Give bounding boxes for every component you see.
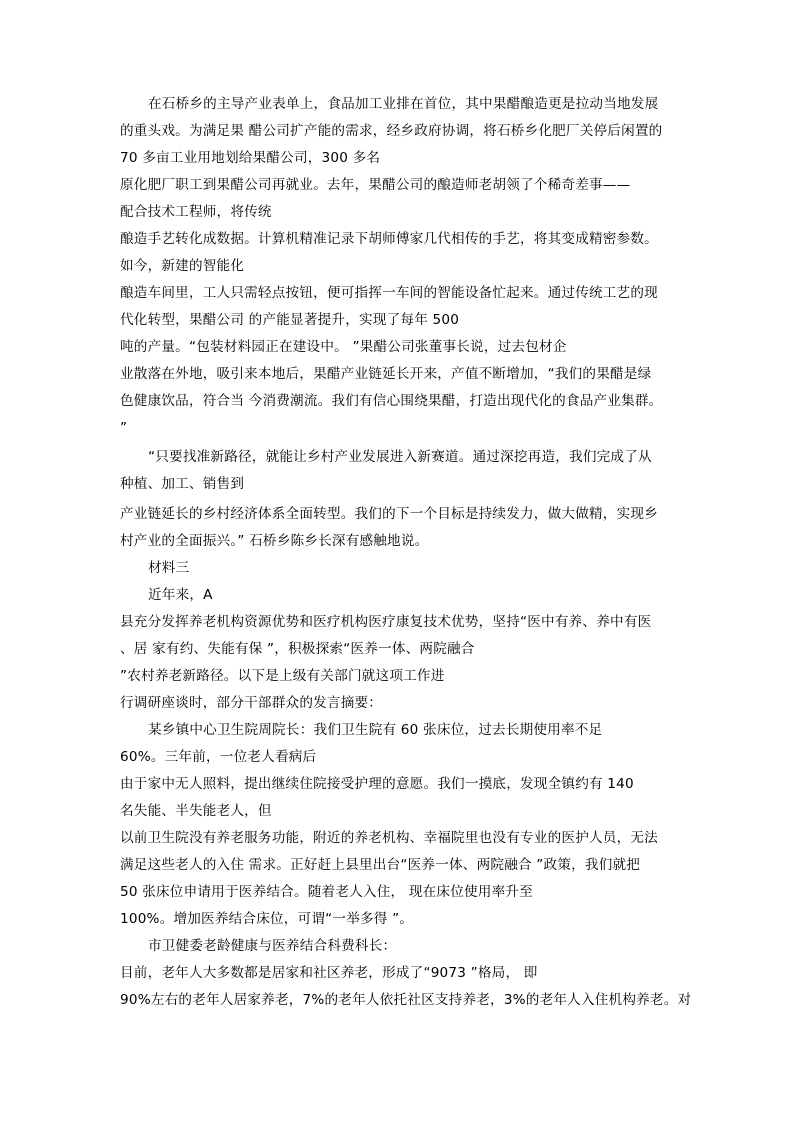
paragraph-line: 100%。增加医养结合床位，可谓“一举多得 ”。 — [120, 911, 414, 927]
paragraph-line: 60%。三年前，一位老人看病后 — [120, 749, 317, 765]
paragraph-line: 吨的产量。“包装材料园正在建设中。 ”果醋公司张董事长说，过去包材企 — [120, 339, 567, 355]
paragraph-line: 在石桥乡的主导产业表单上，食品加工业排在首位，其中果醋酿造更是拉动当地发展 — [148, 96, 659, 112]
paragraph-line: 以前卫生院没有养老服务功能，附近的养老机构、幸福院里也没有专业的医护人员，无法 — [120, 830, 658, 846]
paragraph-line: 满足这些老人的入住 需求。正好赶上县里出台“医养一体、两院融合 ”政策，我们就把 — [120, 857, 641, 873]
paragraph-line: 近年来，A — [148, 587, 213, 603]
paragraph-line: 代化转型，果醋公司 的产能显著提升，实现了每年 500 — [120, 312, 460, 328]
paragraph-line: 村产业的全面振兴。” 石桥乡陈乡长深有感触地说。 — [120, 533, 429, 549]
paragraph-line: 行调研座谈时，部分干部群众的发言摘要： — [120, 695, 383, 711]
paragraph-line: 90%左右的老年人居家养老，7%的老年人依托社区支持养老，3%的老年人入住机构养老。对 — [120, 992, 692, 1008]
paragraph-line: 配合技术工程师，将传统 — [120, 204, 272, 220]
paragraph-line: 如今，新建的智能化 — [120, 258, 245, 274]
paragraph-line: 产业链延长的乡村经济体系全面转型。我们的下一个目标是持续发力，做大做精，实现乡 — [120, 506, 658, 522]
paragraph-line: 目前，老年人大多数都是居家和社区养老，形成了“9073 ”格局， 即 — [120, 965, 538, 981]
paragraph-line: 50 张床位申请用于医养结合。随着老人入住， 现在床位使用率升至 — [120, 884, 533, 900]
paragraph-line: 酿造手艺转化成数据。计算机精准记录下胡师傅家几代相传的手艺，将其变成精密参数。 — [120, 231, 658, 247]
paragraph-line: 原化肥厂职工到果醋公司再就业。去年，果醋公司的酿造师老胡领了个稀奇差事—— — [120, 177, 631, 193]
paragraph-line: 县充分发挥养老机构资源优势和医疗机构医疗康复技术优势，坚持“医中有养、养中有医 — [120, 614, 652, 630]
paragraph-line: ”农村养老新路径。以下是上级有关部门就这项工作进 — [120, 668, 445, 684]
paragraph-line: 、居 家有约、失能有保 ”，积极探索“医养一体、两院融合 — [120, 641, 475, 657]
paragraph-line: “只要找准新路径，就能让乡村产业发展进入新赛道。通过深挖再造，我们完成了从 — [148, 449, 652, 465]
paragraph-line: 名失能、半失能老人，但 — [120, 803, 272, 819]
section-heading: 材料三 — [148, 560, 190, 576]
paragraph-line: 酿造车间里，工人只需轻点按钮，便可指挥一车间的智能设备忙起来。通过传统工艺的现 — [120, 285, 658, 301]
paragraph-line: 种植、加工、销售到 — [120, 476, 245, 492]
paragraph-line: 色健康饮品，符合当 今消费潮流。我们有信心围绕果醋，打造出现代化的食品产业集群。 — [120, 393, 663, 409]
paragraph-line: 70 多亩工业用地划给果醋公司，300 多名 — [120, 150, 381, 166]
paragraph-line: 的重头戏。为满足果 醋公司扩产能的需求，经乡政府协调，将石桥乡化肥厂关停后闲置的 — [120, 123, 663, 139]
paragraph-line: 某乡镇中心卫生院周院长：我们卫生院有 60 张床位，过去长期使用率不足 — [148, 722, 603, 738]
paragraph-line: ” — [120, 420, 128, 436]
paragraph-line: 由于家中无人照料，提出继续住院接受护理的意愿。我们一摸底，发现全镇约有 140 — [120, 776, 634, 792]
paragraph-line: 市卫健委老龄健康与医养结合科费科长： — [148, 938, 397, 954]
paragraph-line: 业散落在外地，吸引来本地后，果醋产业链延长开来，产值不断增加，“我们的果醋是绿 — [120, 366, 652, 382]
